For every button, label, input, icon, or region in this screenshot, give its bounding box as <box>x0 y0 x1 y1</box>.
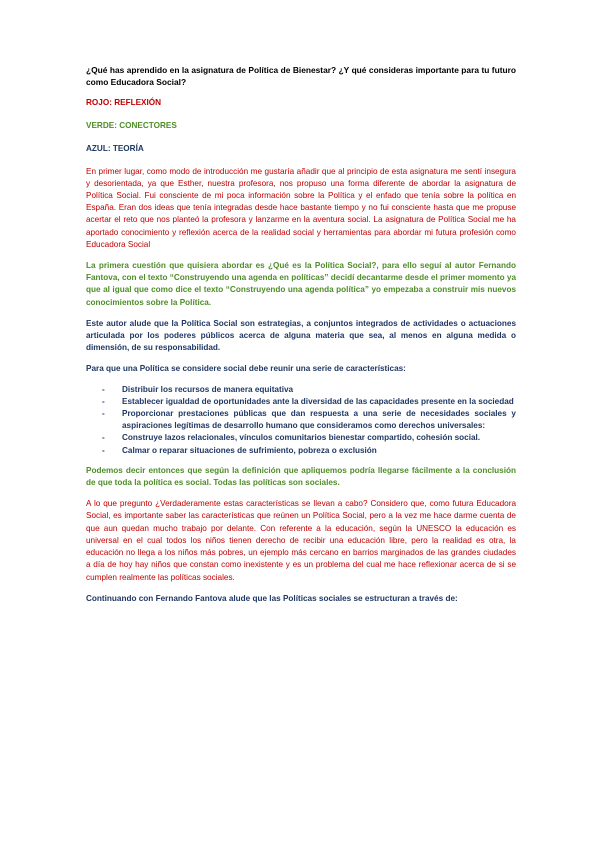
list-item: - Proporcionar prestaciones públicas que dan respuesta a una serie de necesidades sociales y aspiraciones legítimas de desarrollo humano que consideramos como derechos universales: <box>102 409 516 431</box>
reflection-paragraph: A lo que pregunto ¿Verdaderamente estas características se llevan a cabo? Considero que, como futura Educadora Social, es importante saber las características que reúnen un Política Social, pero a la vez me hace darme cuenta de que aun quedan mucho trabajo por delante. Con referente a la educación, según la UNESCO la educación es universal en el cual todos los niños tienen derecho de recibir una educación libre, pero la realidad es otra, la educación no llega a los niños más pobres, un ejemplo más cercano en barrios marginados de las grandes ciudades a día de hoy hay niños que constan como inexistente y es un problema del cual me hace reflexionar acerca de si se cumplen realmente las políticas sociales. <box>86 499 516 582</box>
list-item: - Distribuir los recursos de manera equitativa <box>86 384 516 396</box>
dash-bullet: - <box>102 384 105 394</box>
list-item: - Calmar o reparar situaciones de sufrimiento, pobreza o exclusión <box>86 445 516 457</box>
legend-red-reflection: ROJO: REFLEXIÓN <box>86 98 162 107</box>
legend-blue-theory: AZUL: TEORÍA <box>86 144 144 154</box>
dash-bullet: - <box>102 396 105 406</box>
characteristics-list <box>86 384 516 457</box>
connector-paragraph: La primera cuestión que quisiera abordar es ¿Qué es la Política Social?, para ello seguí al autor Fernando Fantova, con el texto “Construyendo una agenda en políticas” decidí decantarme desde el primer momento ya que al igual que como dice el texto “Construyendo una agenda política” yo empezaba a construir mis nuevos conocimientos sobre la Política. <box>86 261 516 307</box>
list-item: - Establecer igualdad de oportunidades ante la diversidad de las capacidades presente en la sociedad <box>86 396 516 408</box>
dash-bullet: - <box>102 433 105 443</box>
essay-question: ¿Qué has aprendido en la asignatura de Política de Bienestar? ¿Y qué consideras importante para tu futuro como Educadora Social? <box>86 65 516 87</box>
intro-reflection-paragraph: En primer lugar, como modo de introducción me gustaría añadir que al principio de esta asignatura me sentí insegura y desorientada, ya que Esther, nuestra profesora, nos propuso una forma diferente de abordar la asignatura de Política Social. Fui consciente de mi poca información sobre la Política y el enfado que tenía sobre la política en España. Eran dos ideas que tenía integradas desde hace bastante tiempo y no fui consciente hasta que me propuse acertar el reto que nos planteó la profesora y lanzarme en la aventura social. La asignatura de Política Social me ha aportado conocimiento y reflexión acerca de la realidad social y herramientas para abordar mi futura profesión como Educadora Social <box>86 166 516 249</box>
list-item: - Construye lazos relacionales, vínculos comunitarios bienestar compartido, cohesión social. <box>86 432 516 444</box>
characteristics-intro: Para que una Política se considere social debe reunir una serie de características: <box>86 364 406 374</box>
legend-green-connectors: VERDE: CONECTORES <box>86 121 177 131</box>
dash-bullet: - <box>102 409 105 419</box>
dash-bullet: - <box>102 445 105 455</box>
document-page <box>86 64 516 605</box>
continuation-paragraph: Continuando con Fernando Fantova alude que las Políticas sociales se estructuran a través de: <box>86 593 458 603</box>
theory-definition-paragraph: Este autor alude que la Política Social son estrategias, a conjuntos integrados de actividades o actuaciones articulada por los poderes públicos acerca de alguna materia que sea, al menos en alguna medida o dimensión, de su responsabilidad. <box>86 318 516 353</box>
conclusion-paragraph: Podemos decir entonces que según la definición que apliquemos podría llegarse fácilmente a la conclusión de que toda la política es social. Todas las políticas son sociales. <box>86 465 516 488</box>
